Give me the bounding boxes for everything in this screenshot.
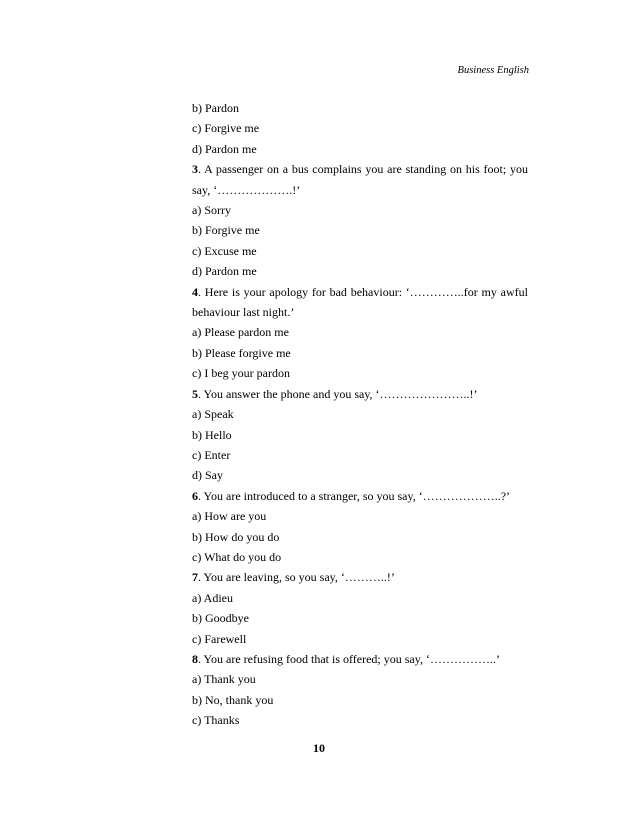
- question-text: . A passenger on a bus complains you are standing on his foot; you say, ‘……………….!’: [192, 162, 528, 197]
- question-number: 5: [192, 386, 198, 401]
- option-item: b) No, thank you: [192, 692, 274, 707]
- question-text: . You are leaving, so you say, ‘………..!’: [198, 570, 395, 585]
- question-6: [192, 486, 528, 506]
- option-item: c) Excuse me: [192, 243, 257, 258]
- question-number: 8: [192, 651, 198, 666]
- option-item: c) Farewell: [192, 631, 247, 646]
- question-number: 7: [192, 570, 198, 585]
- option-item: c) Enter: [192, 447, 231, 462]
- running-header: Business English: [457, 65, 529, 76]
- option-item: a) Sorry: [192, 203, 231, 218]
- option-item: b) Please forgive me: [192, 345, 291, 360]
- option-item: a) How are you: [192, 509, 267, 524]
- exercise-content: [192, 98, 528, 731]
- question-7: [192, 567, 528, 587]
- option-item: b) Pardon: [192, 101, 239, 115]
- option-item: d) Say: [192, 468, 223, 483]
- option-item: c) Forgive me: [192, 121, 260, 136]
- question-text: . Here is your apology for bad behaviour: ‘…………..for my awful behaviour last night.’: [192, 284, 528, 320]
- page-number: 10: [313, 741, 325, 755]
- option-item: c) Thanks: [192, 713, 240, 728]
- question-number: 3: [192, 162, 198, 177]
- question-number: 4: [192, 284, 198, 299]
- question-number: 6: [192, 488, 198, 503]
- question-8: [192, 649, 528, 669]
- option-item: a) Please pardon me: [192, 325, 289, 340]
- question-5: [192, 384, 528, 404]
- option-item: c) What do you do: [192, 549, 282, 564]
- option-item: a) Speak: [192, 407, 234, 422]
- question-text: . You answer the phone and you say, ‘…………………..!’: [198, 386, 478, 401]
- option-item: a) Adieu: [192, 590, 233, 605]
- option-item: b) Hello: [192, 427, 232, 442]
- option-item: b) Goodbye: [192, 611, 249, 626]
- option-item: d) Pardon me: [192, 141, 257, 156]
- option-item: a) Thank you: [192, 672, 256, 687]
- option-item: b) How do you do: [192, 529, 280, 544]
- option-item: c) I beg your pardon: [192, 366, 290, 381]
- question-text: . You are introduced to a stranger, so you say, ‘………………..?’: [198, 488, 511, 503]
- question-3: [192, 159, 528, 200]
- question-4: [192, 282, 528, 323]
- question-text: . You are refusing food that is offered; you say, ‘……………..’: [198, 651, 500, 666]
- option-item: b) Forgive me: [192, 223, 260, 238]
- option-item: d) Pardon me: [192, 264, 257, 279]
